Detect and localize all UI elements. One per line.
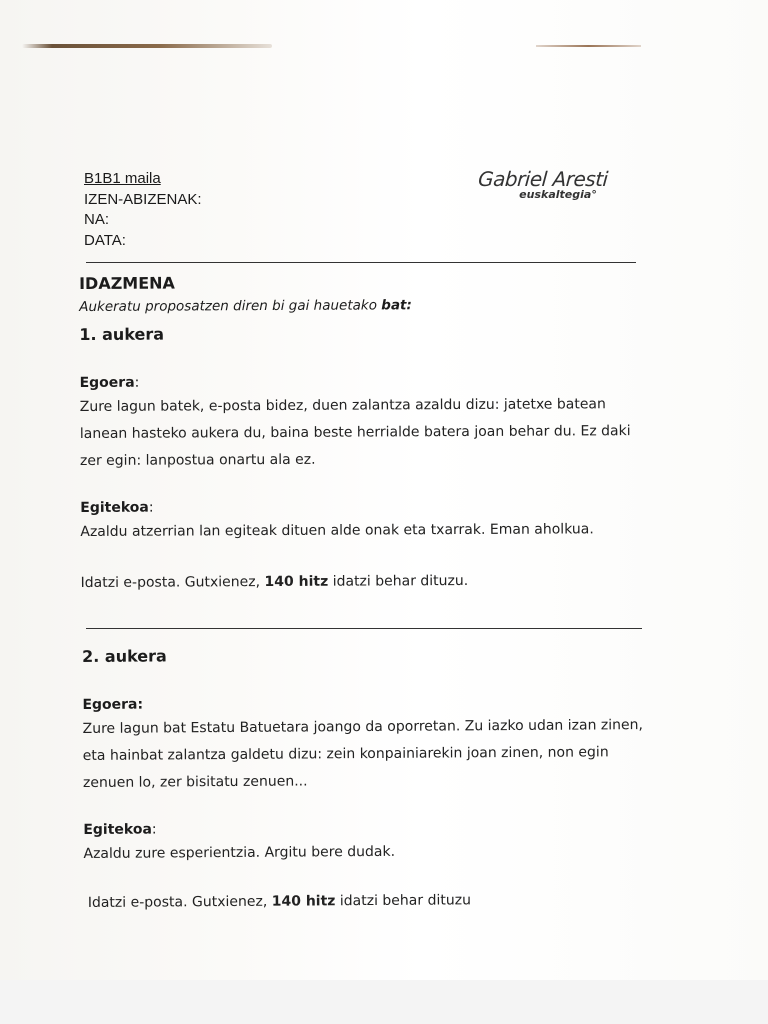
na-field-label: NA: [84, 211, 110, 228]
option-2-task-text: Azaldu zure esperientzia. Argitu bere dudak. [83, 843, 396, 862]
option-2-situation-text: Zure lagun bat Estatu Batuetara joango da oporretan. Zu iazko udan izan zinen, eta hainbat zalantza galdetu dizu: zein konpainiarekin joan zinen, non egin zenuen lo, zer bisitatu zenuen... [82, 717, 643, 791]
instruction-text: Aukeratu proposatzen diren bi gai hauetako bat: [79, 297, 412, 315]
date-field-label: DATA: [84, 231, 126, 249]
option-2-section [82, 640, 654, 917]
logo-subtitle: euskaltegia° [519, 188, 597, 201]
background-strip [0, 980, 768, 1024]
logo-name: Gabriel Aresti [477, 167, 609, 191]
level-label: B1B1 maila [84, 170, 161, 187]
option-1-situation-text: Zure lagun batek, e-posta bidez, duen zalantza azaldu dizu: jatetxe batean lanean hasteko aukera du, baina beste herrialde batera joan behar du. Ez daki zer egin: lanpostua onartu ala ez. [79, 396, 631, 469]
option-1-write-instruction: Idatzi e-posta. Gutxienez, 140 hitz idatzi behar dituzu. [80, 572, 469, 591]
scan-edge-mark [536, 45, 641, 47]
option-2-write-instruction: Idatzi e-posta. Gutxienez, 140 hitz idatzi behar dituzu [87, 892, 471, 911]
option-1-situation-label: Egoera: [79, 374, 140, 391]
divider-line [86, 628, 642, 629]
name-field-label: IZEN-ABIZENAK: [84, 190, 202, 208]
option-2-title: 2. aukera [82, 646, 167, 666]
school-logo [468, 167, 618, 201]
option-1-task-text: Azaldu atzerrian lan egiteak dituen alde onak eta txarrak. Eman aholkua. [80, 521, 594, 540]
option-1-task-label: Egitekoa: [80, 499, 154, 516]
option-2-situation-label: Egoera: [82, 696, 144, 713]
option-1-title: 1. aukera [79, 324, 165, 344]
scan-edge-mark [22, 44, 272, 48]
page-title: IDAZMENA [79, 273, 175, 293]
option-1-section [79, 269, 651, 597]
divider-line [86, 262, 636, 263]
option-2-task-label: Egitekoa: [83, 821, 157, 838]
header-fields [84, 169, 202, 251]
